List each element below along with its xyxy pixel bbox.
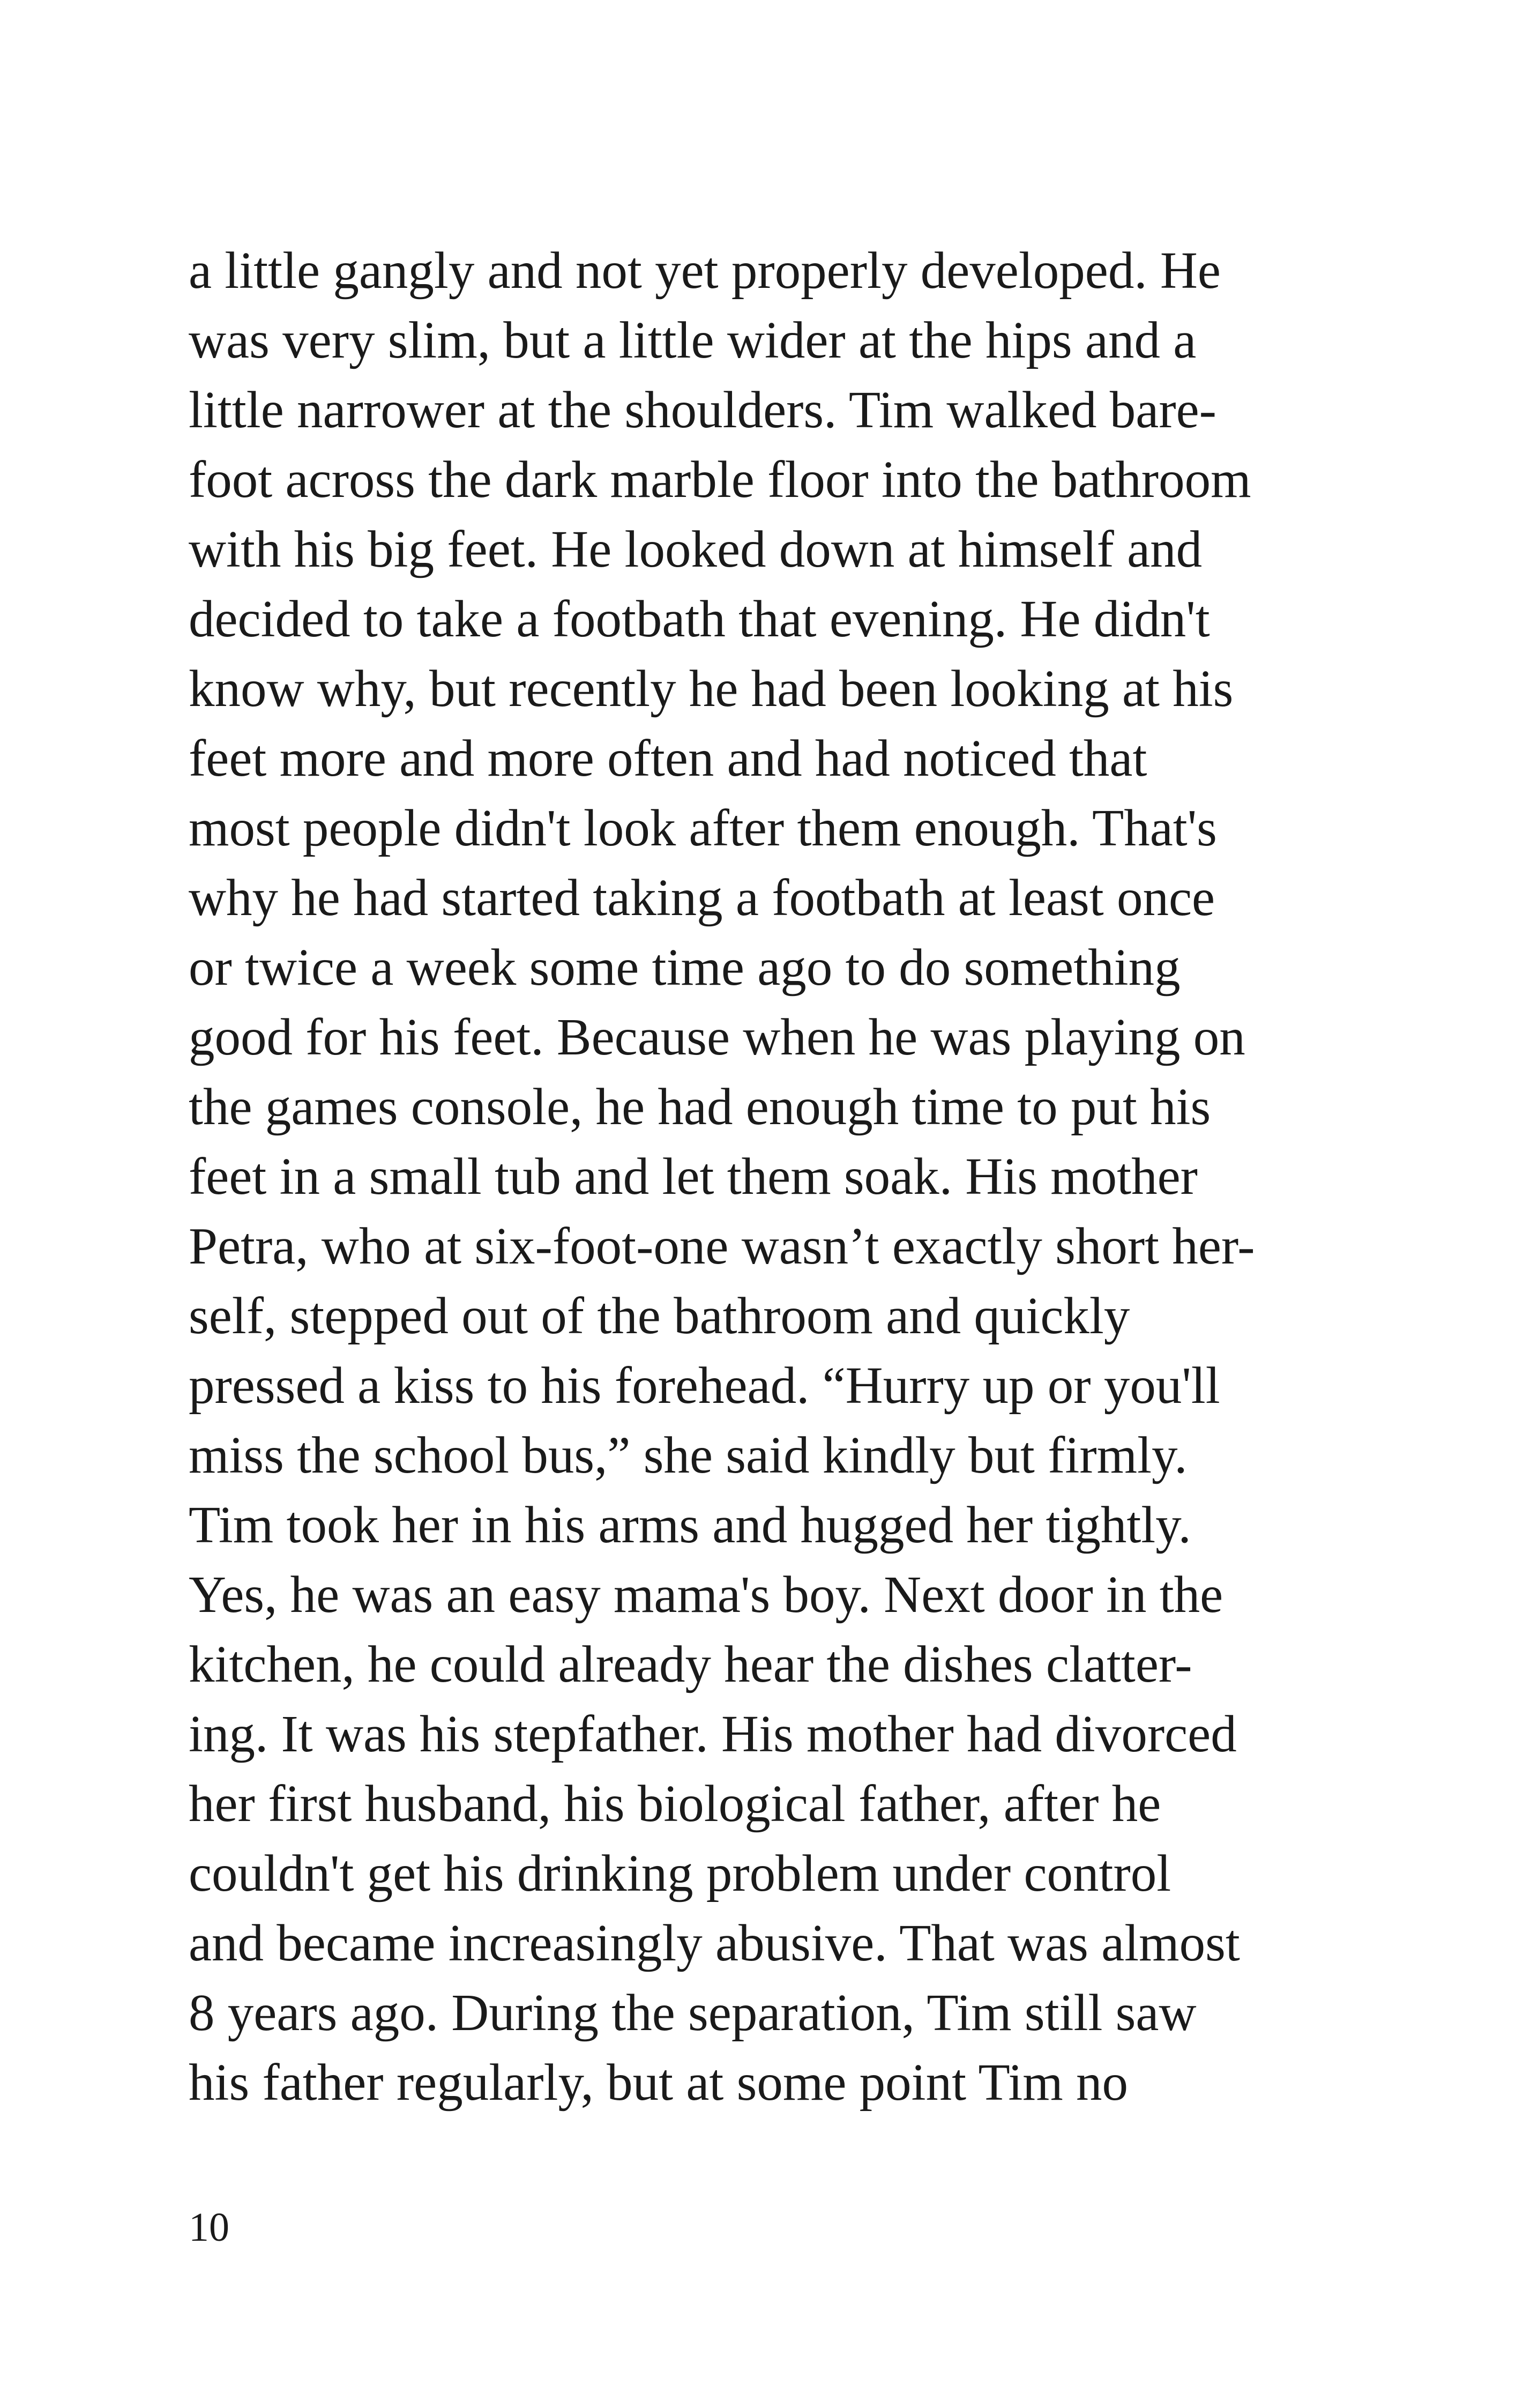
text-line: good for his feet. Because when he was playing on	[189, 1008, 1245, 1066]
text-line: with his big feet. He looked down at himself and	[189, 521, 1203, 578]
text-line: and became increasingly abusive. That was almost	[189, 1914, 1240, 1972]
page-number: 10	[189, 2205, 229, 2250]
text-line: her first husband, his biological father, after he	[189, 1775, 1161, 1832]
text-line: couldn't get his drinking problem under control	[189, 1845, 1171, 1902]
text-line: feet more and more often and had noticed that	[189, 730, 1147, 787]
text-line: little narrower at the shoulders. Tim walked bare-	[189, 381, 1216, 439]
text-line: Tim took her in his arms and hugged her tightly.	[189, 1496, 1191, 1554]
text-line: or twice a week some time ago to do something	[189, 939, 1181, 996]
text-line: self, stepped out of the bathroom and quickly	[189, 1287, 1130, 1344]
text-line: a little gangly and not yet properly developed. He	[189, 242, 1221, 299]
text-line: was very slim, but a little wider at the hips and a	[189, 311, 1197, 369]
text-line: his father regularly, but at some point Tim no	[189, 2054, 1129, 2111]
text-line: most people didn't look after them enough. That's	[189, 799, 1217, 857]
text-line: why he had started taking a footbath at least once	[189, 869, 1215, 926]
text-line: foot across the dark marble floor into the bathroom	[189, 451, 1251, 508]
text-line: pressed a kiss to his forehead. “Hurry up or you'll	[189, 1357, 1220, 1414]
text-line: miss the school bus,” she said kindly but firmly.	[189, 1426, 1188, 1484]
text-line: the games console, he had enough time to put his	[189, 1078, 1211, 1135]
text-line: know why, but recently he had been looking at his	[189, 660, 1234, 717]
text-line: kitchen, he could already hear the dishes clatter-	[189, 1636, 1192, 1693]
text-line: Yes, he was an easy mama's boy. Next door in the	[189, 1566, 1223, 1623]
text-line: decided to take a footbath that evening. He didn't	[189, 590, 1210, 648]
text-line: feet in a small tub and let them soak. His mother	[189, 1148, 1198, 1205]
text-line: ing. It was his stepfather. His mother had divorced	[189, 1705, 1237, 1763]
body-text	[189, 236, 1357, 2117]
text-line: Petra, who at six-foot-one wasn’t exactly short her-	[189, 1217, 1255, 1275]
text-line: 8 years ago. During the separation, Tim still saw	[189, 1984, 1197, 2041]
